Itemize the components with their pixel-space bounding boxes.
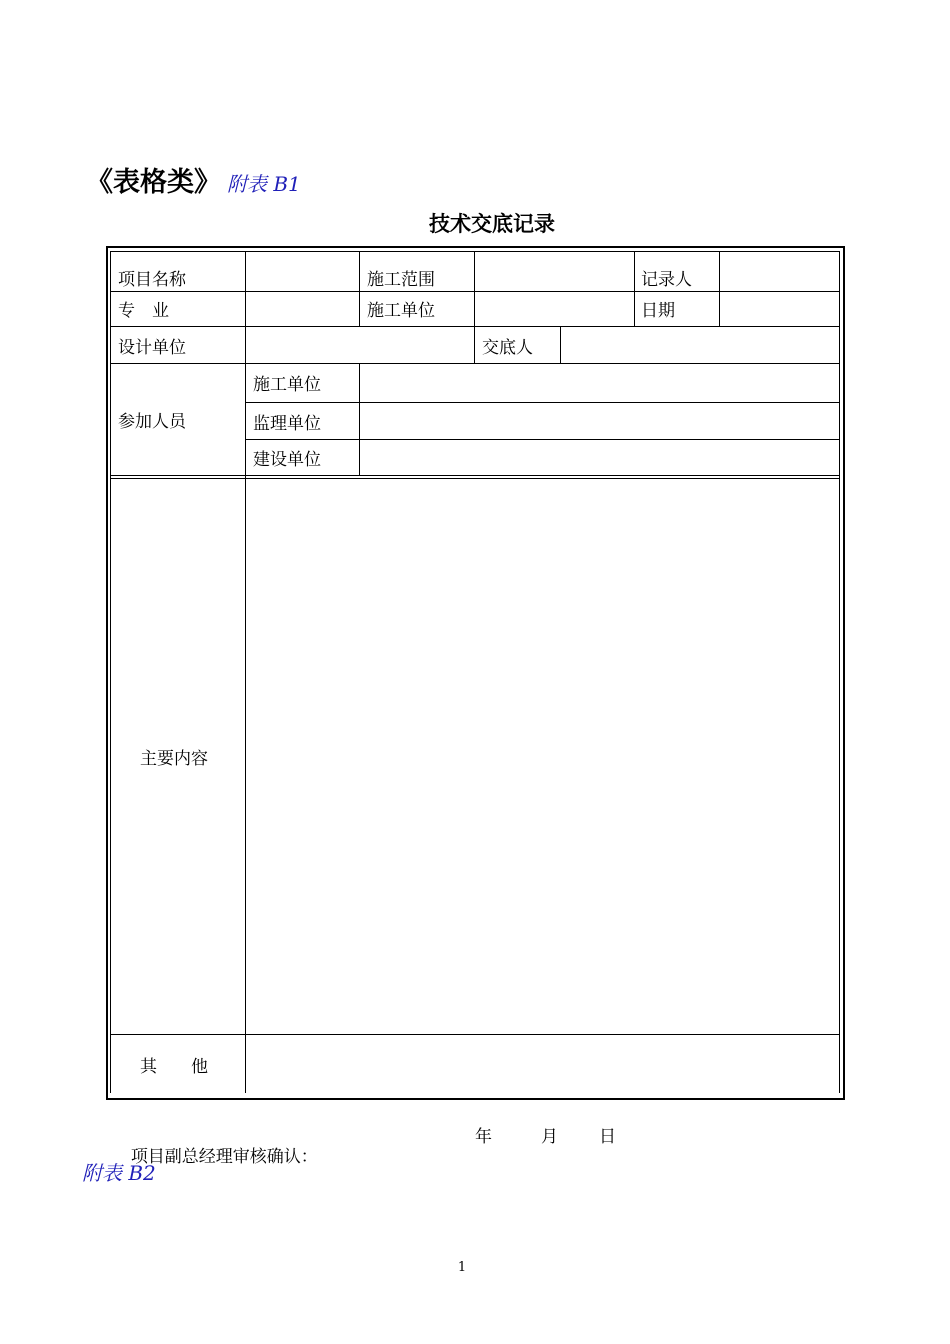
participant-supervision-unit-label: 监理单位: [253, 414, 321, 434]
appendix-label: 附表 B1: [227, 172, 301, 196]
project-name-label: 项目名称: [118, 270, 186, 290]
approval-label: 项目副总经理审核确认：: [130, 1147, 318, 1167]
category-title: 《表格类》: [86, 167, 221, 198]
main-content-area[interactable]: [252, 488, 832, 1028]
participants-label: 参加人员: [118, 412, 186, 432]
participant-owner-unit-label: 建设单位: [253, 450, 321, 470]
next-appendix-label: 附表 B2: [82, 1161, 156, 1185]
other-label: 其 他: [140, 1057, 208, 1077]
discloser-label: 交底人: [482, 338, 533, 358]
form-title: 技术交底记录: [429, 212, 555, 236]
design-unit-label: 设计单位: [118, 338, 186, 358]
month-label: 月: [541, 1127, 558, 1147]
disclosure-form-table: [106, 246, 845, 1100]
construction-scope-label: 施工范围: [367, 270, 435, 290]
heading: [86, 160, 301, 199]
main-content-label: 主要内容: [140, 749, 208, 769]
date-label: 日期: [641, 301, 675, 321]
day-label: 日: [599, 1127, 616, 1147]
year-label: 年: [475, 1127, 492, 1147]
specialty-label: 专 业: [118, 301, 169, 321]
other-area[interactable]: [252, 1048, 832, 1086]
construction-unit-label: 施工单位: [367, 301, 435, 321]
recorder-label: 记录人: [641, 270, 692, 290]
participant-construction-unit-label: 施工单位: [253, 375, 321, 395]
page-number: 1: [457, 1260, 467, 1275]
